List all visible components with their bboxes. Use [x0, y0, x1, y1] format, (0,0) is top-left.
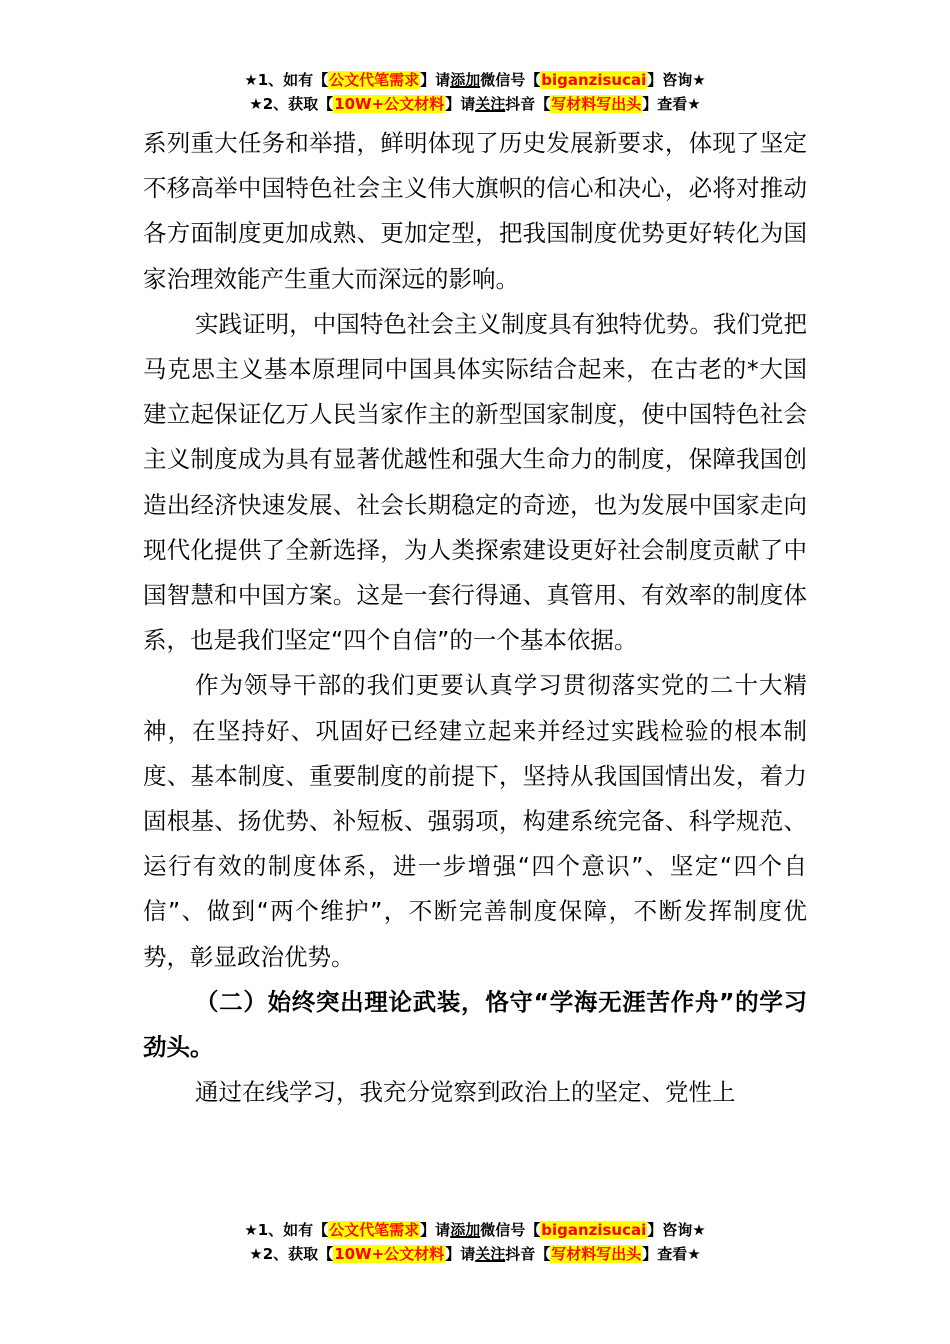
- bottom-banner: [0, 1218, 950, 1266]
- banner-line-1: [0, 68, 950, 92]
- underlined-follow: 关注: [475, 95, 506, 113]
- banner-text: ★2、获取【: [249, 1245, 334, 1263]
- banner-text: 抖音【: [505, 1245, 551, 1263]
- document-body: [143, 121, 807, 1115]
- banner-text: 】请: [445, 95, 476, 113]
- highlight-douyin-account: 写材料写出头: [551, 1245, 642, 1263]
- highlight-materials: 10W+公文材料: [334, 95, 445, 113]
- banner-text: ★2、获取【: [249, 95, 334, 113]
- banner-line-2: [0, 1242, 950, 1266]
- highlight-ghostwriting: 公文代笔需求: [329, 1221, 420, 1239]
- underlined-follow: 关注: [475, 1245, 506, 1263]
- top-banner: [0, 68, 950, 116]
- banner-text: 】查看★: [642, 1245, 701, 1263]
- underlined-add: 添加: [450, 71, 481, 89]
- highlight-ghostwriting: 公文代笔需求: [329, 71, 420, 89]
- banner-text: 】查看★: [642, 95, 701, 113]
- paragraph-1: 系列重大任务和举措，鲜明体现了历史发展新要求，体现了坚定不移高举中国特色社会主义伟大旗帜的信心和决心，必将对推动各方面制度更加成熟、更加定型，把我国制度优势更好转化为国家治理效能产生重大而深远的影响。: [143, 129, 807, 293]
- banner-text: ★1、如有【: [244, 71, 329, 89]
- banner-line-1: [0, 1218, 950, 1242]
- banner-text: 】请: [445, 1245, 476, 1263]
- paragraph-3: 作为领导干部的我们更要认真学习贯彻落实党的二十大精神，在坚持好、巩固好已经建立起来并经过实践检验的根本制度、基本制度、重要制度的前提下，坚持从我国国情出发，着力固根基、扬优势、补短板、强弱项，构建系统完备、科学规范、运行有效的制度体系，进一步增强“四个意识”、坚定“四个自信”、做到“两个维护”，不断完善制度保障，不断发挥制度优势，彰显政治优势。: [143, 671, 807, 971]
- banner-text: 微信号【: [480, 1221, 541, 1239]
- underlined-add: 添加: [450, 1221, 481, 1239]
- banner-text: 】咨询★: [647, 1221, 706, 1239]
- paragraph-4: 通过在线学习，我充分觉察到政治上的坚定、党性上: [195, 1078, 736, 1107]
- banner-text: 】请: [420, 71, 451, 89]
- banner-text: ★1、如有【: [244, 1221, 329, 1239]
- banner-text: 抖音【: [505, 95, 551, 113]
- banner-text: 】咨询★: [647, 71, 706, 89]
- highlight-materials: 10W+公文材料: [334, 1245, 445, 1263]
- highlight-wechat-id: biganzisucai: [541, 1221, 647, 1239]
- banner-text: 】请: [420, 1221, 451, 1239]
- paragraph-2: 实践证明，中国特色社会主义制度具有独特优势。我们党把马克思主义基本原理同中国具体实际结合起来，在古老的*大国建立起保证亿万人民当家作主的新型国家制度，使中国特色社会主义制度成为具有显著优越性和强大生命力的制度，保障我国创造出经济快速发展、社会长期稳定的奇迹，也为发展中国家走向现代化提供了全新选择，为人类探索建设更好社会制度贡献了中国智慧和中国方案。这是一套行得通、真管用、有效率的制度体系，也是我们坚定“四个自信”的一个基本依据。: [143, 309, 807, 655]
- banner-text: 微信号【: [480, 71, 541, 89]
- highlight-douyin-account: 写材料写出头: [551, 95, 642, 113]
- banner-line-2: [0, 92, 950, 116]
- section-heading: （二）始终突出理论武装，恪守“学海无涯苦作舟”的学习劲头。: [143, 987, 807, 1062]
- highlight-wechat-id: biganzisucai: [541, 71, 647, 89]
